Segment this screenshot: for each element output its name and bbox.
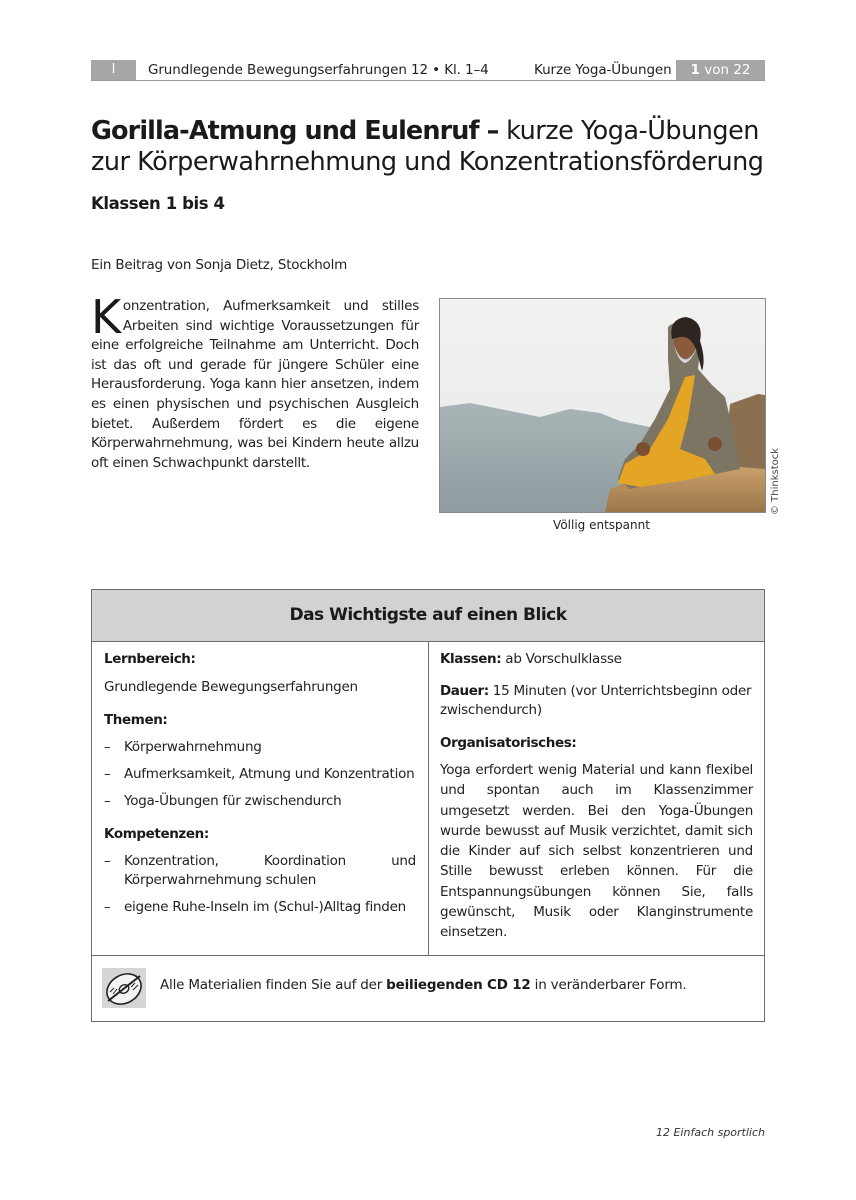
photo-credit: © Thinkstock <box>770 447 781 515</box>
org-label: Organisatorisches: <box>440 734 577 751</box>
themen-list <box>104 738 416 812</box>
hand-right <box>708 437 722 451</box>
author-byline: Ein Beitrag von Sonja Dietz, Stockholm <box>91 257 348 273</box>
lernbereich-label: Lernbereich: <box>104 651 196 667</box>
dash-bullet: – <box>104 765 111 782</box>
page-indicator <box>676 60 765 80</box>
dauer-value: 15 Minuten (vor Unterrichtsbeginn oder zwischendurch) <box>440 682 752 718</box>
page-footer: 12 Einfach sportlich <box>655 1126 765 1139</box>
photo-illustration <box>440 299 765 512</box>
section-tag: I <box>91 60 136 80</box>
intro-text: onzentration, Aufmerksamkeit und stilles Arbeiten sind wichtige Voraussetzungen für eine erfolgreiche Teilnahme am Unterricht. Doch ist das oft und gerade für jüngere Schüler eine Herausforderung. Yoga kann hier ansetzen, indem es einen physischen und psychischen Ausgleich bietet. Außerdem fördert es die eigene Körperwahrnehmung, was bei Kindern heute allzu oft einen Schwachpunkt darstellt. <box>91 298 419 471</box>
running-header <box>91 60 765 81</box>
footer-divider <box>92 955 764 956</box>
dauer-row <box>440 682 753 721</box>
klassen-value: ab Vorschulklasse <box>501 651 622 667</box>
page-current: 1 <box>690 62 700 78</box>
overview-heading: Das Wichtigste auf einen Blick <box>92 590 764 642</box>
overview-right-column <box>440 642 753 943</box>
cd-note <box>102 966 752 1010</box>
page-sep: von <box>704 62 730 78</box>
overview-box <box>91 589 765 1022</box>
drop-cap: K <box>91 290 121 344</box>
dauer-label: Dauer: <box>440 682 489 699</box>
cd-icon <box>102 968 146 1008</box>
klassen-row <box>440 650 753 670</box>
list-item: – eigene Ruhe-Inseln im (Schul-)Alltag finden <box>104 898 416 918</box>
overview-left-column <box>104 642 416 925</box>
list-item: – Konzentration, Koordination und Körperwahrnehmung schulen <box>104 852 416 888</box>
intro-paragraph <box>91 290 419 473</box>
themen-label: Themen: <box>104 712 168 728</box>
page-total: 22 <box>733 62 751 78</box>
dash-bullet: – <box>104 792 111 809</box>
list-item: – Yoga-Übungen für zwischendurch <box>104 792 416 812</box>
title-bold: Gorilla-Atmung und Eulenruf – <box>91 116 499 146</box>
page-title <box>91 116 781 178</box>
hand-left <box>636 442 650 456</box>
cd-name: beiliegenden CD 12 <box>386 977 531 993</box>
kompetenzen-list <box>104 852 416 918</box>
list-item: – Körperwahrnehmung <box>104 738 416 758</box>
grade-subtitle: Klassen 1 bis 4 <box>91 194 225 213</box>
dash-bullet: – <box>104 852 111 869</box>
klassen-label: Klassen: <box>440 651 502 667</box>
photo-meditating-man <box>439 298 766 513</box>
list-item: – Aufmerksamkeit, Atmung und Konzentration <box>104 765 416 785</box>
dash-bullet: – <box>104 738 111 755</box>
series-title: Grundlegende Bewegungserfahrungen 12 • Kl. 1–4 <box>148 62 489 78</box>
title-regular: kurze Yoga-Übungen zur Körperwahrnehmung und Konzentrationsförderung <box>91 116 764 177</box>
cd-note-text: Alle Materialien finden Sie auf der beiliegenden CD 12 in veränderbarer Form. <box>160 977 687 993</box>
topic-title: Kurze Yoga-Übungen <box>534 62 672 78</box>
kompetenzen-label: Kompetenzen: <box>104 826 209 842</box>
org-text: Yoga erfordert wenig Material und kann flexibel und spontan auch im Klassenzimmer umgesetzt werden. Bei den Yoga-Übungen wurde bewusst auf Musik verzichtet, damit sich die Kinder auf sich selbst konzentrieren und Stille bewusst erleben können. Für die Entspannungsübungen können Sie, falls gewünscht, Musik oder Klanginstrumente einsetzen. <box>440 762 753 941</box>
lernbereich-value: Grundlegende Bewegungserfahrungen <box>104 678 358 695</box>
photo-caption: Völlig entspannt <box>553 518 650 532</box>
column-divider <box>428 642 429 955</box>
dash-bullet: – <box>104 899 111 915</box>
